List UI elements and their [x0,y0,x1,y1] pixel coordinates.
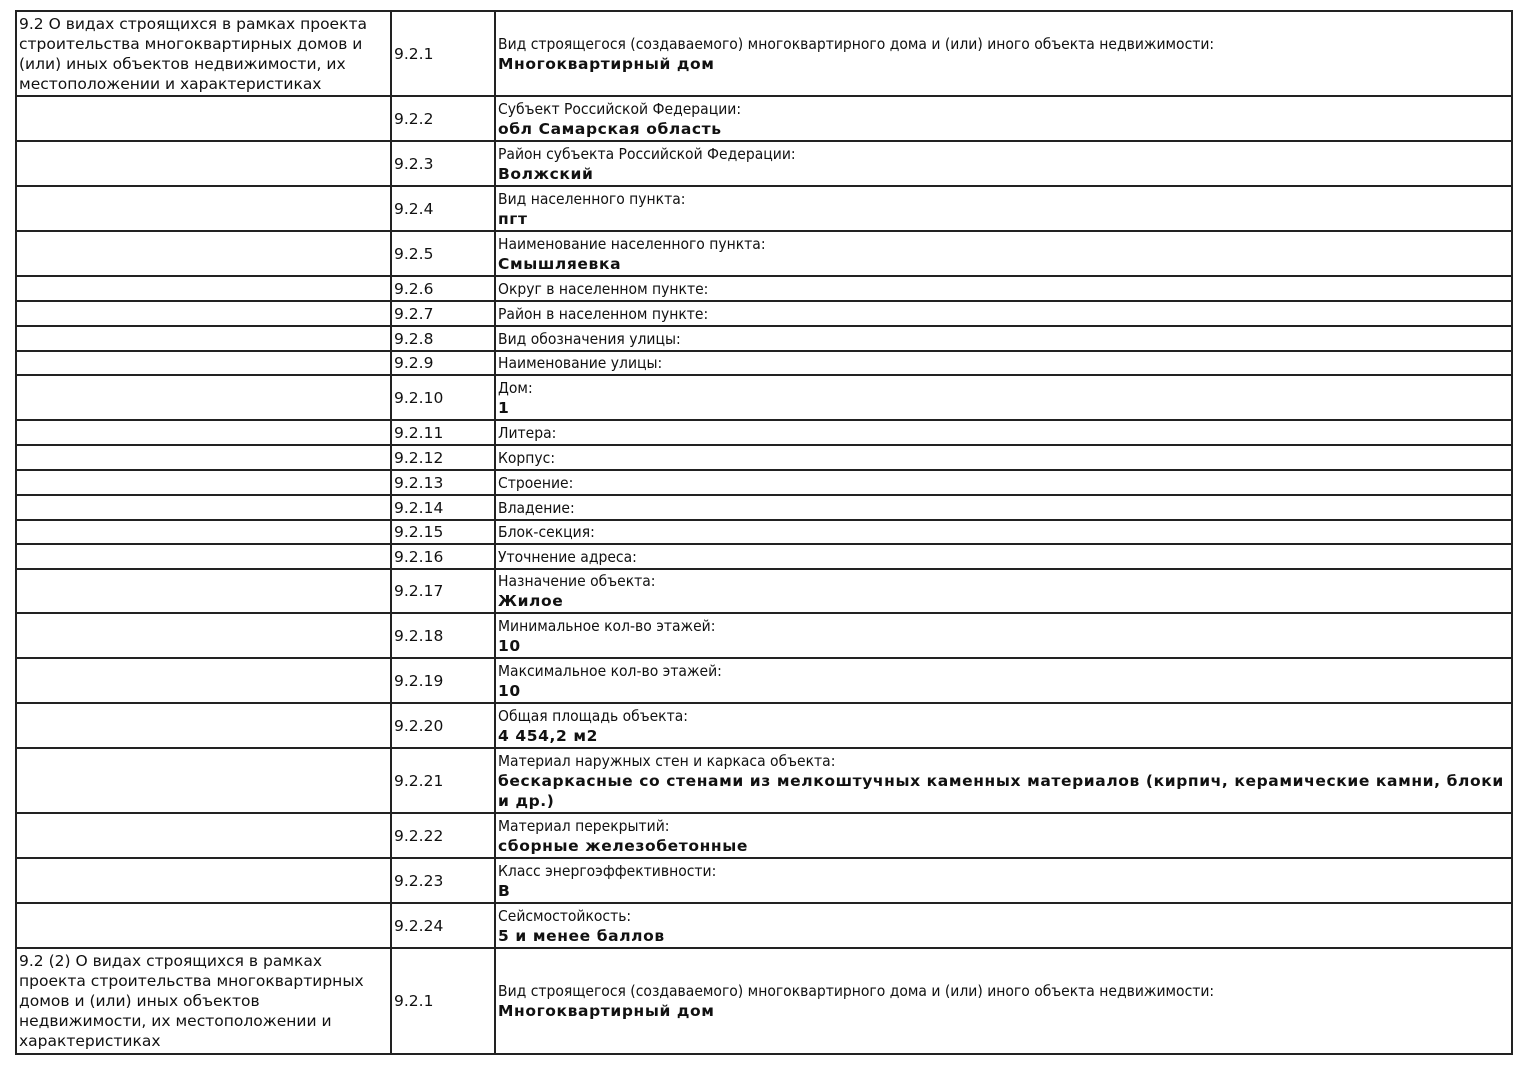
item-value: Жилое [498,592,564,610]
section-title-cell [16,445,391,470]
table-row [16,11,1512,96]
item-label: Вид строящегося (создаваемого) многоквартирного дома и (или) иного объекта недвижимости: [498,982,1215,1000]
section-title-cell [16,351,391,375]
item-content-cell [495,948,1512,1054]
item-label: Дом: [498,378,533,397]
item-content-cell [495,326,1512,351]
item-label: Район субъекта Российской Федерации: [498,144,796,163]
table-row [16,948,1512,1054]
item-label: Район в населенном пункте: [498,304,709,323]
item-number: 9.2.12 [391,445,495,470]
table-row [16,903,1512,948]
item-value: сборные железобетонные [498,836,748,855]
table-row [16,445,1512,470]
section-title: 9.2 О видах строящихся в рамках проекта строительства многоквартирных домов и (или) иных объектов недвижимости, их местоположении и характеристиках [19,14,367,93]
section-title-cell [16,420,391,445]
item-content-cell [495,351,1512,375]
item-value: обл Самарская область [498,119,722,138]
table-row [16,276,1512,301]
item-number: 9.2.20 [391,703,495,748]
item-number: 9.2.24 [391,903,495,948]
table-row [16,231,1512,276]
item-number: 9.2.10 [391,375,495,420]
item-label: Литера: [498,423,557,442]
section-title-cell [16,658,391,703]
table-row [16,495,1512,520]
table-row [16,748,1512,813]
table-row [16,613,1512,658]
section-title-cell [16,495,391,520]
item-content-cell [495,375,1512,420]
section-title-cell [16,301,391,326]
item-label: Строение: [498,473,574,492]
section-title-cell [16,748,391,813]
item-label: Вид обозначения улицы: [498,329,681,348]
item-label: Назначение объекта: [498,572,656,590]
table-row [16,351,1512,375]
item-value: 10 [498,681,521,700]
table-row [16,520,1512,544]
section-title: 9.2 (2) О видах строящихся в рамках проекта строительства многоквартирных домов и (или) иных объектов недвижимости, их местоположении и характеристиках [19,952,364,1050]
item-number: 9.2.15 [391,520,495,544]
item-number: 9.2.16 [391,544,495,569]
item-content-cell [495,658,1512,703]
item-content-cell [495,11,1512,96]
item-value: Смышляевка [498,254,622,273]
item-content-cell [495,495,1512,520]
section-title-cell [16,186,391,231]
item-content-cell [495,748,1512,813]
item-label: Владение: [498,498,575,517]
item-number: 9.2.22 [391,813,495,858]
table-row [16,813,1512,858]
table-row [16,96,1512,141]
item-number: 9.2.6 [391,276,495,301]
item-number: 9.2.13 [391,470,495,495]
table-row [16,141,1512,186]
item-label: Наименование улицы: [498,354,663,372]
item-label: Субъект Российской Федерации: [498,99,742,118]
section-title-cell [16,569,391,613]
item-value: 1 [498,398,510,417]
item-content-cell [495,276,1512,301]
item-label: Класс энергоэффективности: [498,861,717,880]
item-number: 9.2.1 [391,11,495,96]
item-label: Округ в населенном пункте: [498,279,709,298]
item-label: Вид населенного пункта: [498,189,686,208]
item-number: 9.2.14 [391,495,495,520]
property-characteristics-table [15,10,1513,1055]
item-number: 9.2.18 [391,613,495,658]
item-value: пгт [498,209,528,228]
section-title-cell [16,613,391,658]
item-content-cell [495,903,1512,948]
section-title-cell [16,903,391,948]
item-value: 5 и менее баллов [498,926,665,945]
item-value: 4 454,2 м2 [498,726,599,745]
item-label: Максимальное кол-во этажей: [498,661,722,680]
item-content-cell [495,613,1512,658]
item-number: 9.2.9 [391,351,495,375]
section-title-cell [16,470,391,495]
item-label: Блок-секция: [498,523,595,541]
item-value: Многоквартирный дом [498,54,715,73]
section-title-cell [16,276,391,301]
item-content-cell [495,520,1512,544]
item-number: 9.2.8 [391,326,495,351]
item-number: 9.2.19 [391,658,495,703]
item-content-cell [495,544,1512,569]
item-content-cell [495,301,1512,326]
item-number: 9.2.4 [391,186,495,231]
section-title-cell [16,858,391,903]
section-title-cell [16,520,391,544]
item-label: Материал наружных стен и каркаса объекта: [498,751,836,770]
item-content-cell [495,96,1512,141]
item-label: Минимальное кол-во этажей: [498,616,716,635]
item-label: Наименование населенного пункта: [498,234,766,253]
item-number: 9.2.1 [391,948,495,1054]
section-title-cell [16,96,391,141]
table-row [16,420,1512,445]
item-value: B [498,881,511,900]
item-number: 9.2.21 [391,748,495,813]
item-label: Материал перекрытий: [498,816,670,835]
section-title-cell [16,375,391,420]
item-value: 10 [498,636,521,655]
item-value: Волжский [498,164,594,183]
section-title-cell [16,813,391,858]
section-title-cell [16,231,391,276]
item-number: 9.2.5 [391,231,495,276]
item-content-cell [495,420,1512,445]
section-title-cell [16,544,391,569]
item-label: Вид строящегося (создаваемого) многоквартирного дома и (или) иного объекта недвижимости: [498,34,1215,53]
item-label: Сейсмостойкость: [498,906,632,925]
item-content-cell [495,813,1512,858]
item-number: 9.2.7 [391,301,495,326]
item-number: 9.2.3 [391,141,495,186]
item-content-cell [495,858,1512,903]
item-number: 9.2.11 [391,420,495,445]
table-row [16,326,1512,351]
item-number: 9.2.2 [391,96,495,141]
section-title-cell [16,141,391,186]
table-row [16,858,1512,903]
item-content-cell [495,141,1512,186]
section-title-cell [16,326,391,351]
item-content-cell [495,231,1512,276]
item-content-cell [495,569,1512,613]
item-content-cell [495,186,1512,231]
item-value: Многоквартирный дом [498,1002,715,1020]
table-row [16,375,1512,420]
table-row [16,544,1512,569]
section-title-cell [16,703,391,748]
item-label: Общая площадь объекта: [498,706,688,725]
section-title-cell [16,948,391,1054]
item-number: 9.2.23 [391,858,495,903]
item-label: Корпус: [498,448,556,467]
table-row [16,569,1512,613]
section-title-cell [16,11,391,96]
item-label: Уточнение адреса: [498,547,637,566]
table-row [16,703,1512,748]
table-row [16,658,1512,703]
table-row [16,301,1512,326]
item-content-cell [495,445,1512,470]
item-content-cell [495,703,1512,748]
table-row [16,186,1512,231]
item-content-cell [495,470,1512,495]
item-number: 9.2.17 [391,569,495,613]
item-value: бескаркасные со стенами из мелкоштучных каменных материалов (кирпич, керамические камни, блоки и др.) [498,771,1504,810]
table-row [16,470,1512,495]
table-body [16,11,1512,1054]
